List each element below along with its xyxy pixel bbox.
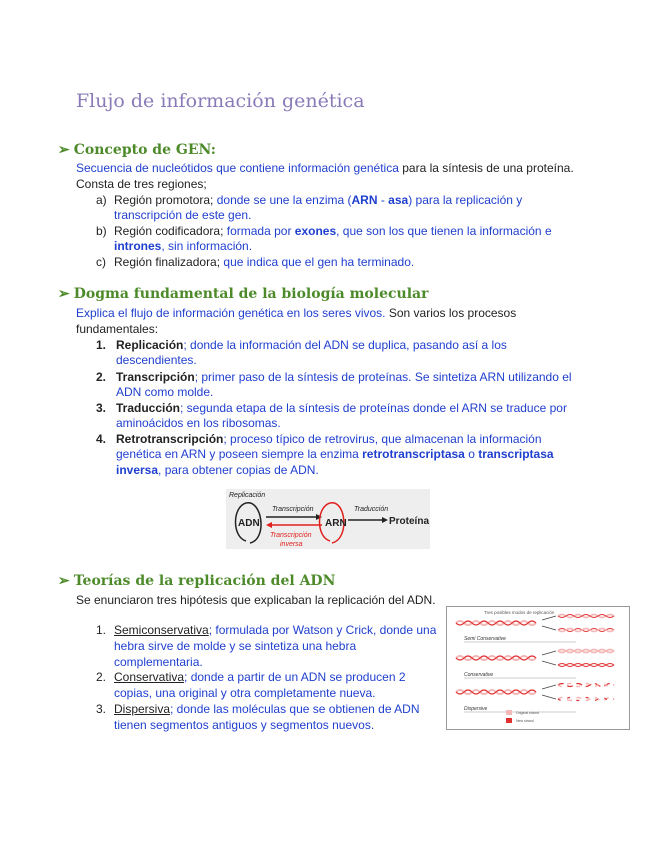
- legend-original-label: Original strand: [516, 711, 539, 715]
- gen-region-b: b) Región codificadora; formada por exones, que son los que tienen la información e: [96, 224, 552, 238]
- gen-intro-line: Secuencia de nucleótidos que contiene información genética para la síntesis de una proteína.: [76, 161, 574, 175]
- replication-item-3-cont: tienen segmentos antiguos y segmentos nuevos.: [114, 718, 375, 732]
- replication-item-1-cont2: complementaria.: [114, 655, 203, 669]
- gen-intro-line-2: Consta de tres regiones;: [76, 177, 207, 191]
- transcripcion-inversa-label: Transcripción: [270, 532, 312, 539]
- replication-models-figure: [446, 606, 630, 730]
- arrow-bullet-icon: ➢: [58, 573, 70, 589]
- replication-item-1-cont: hebra sirve de molde y se sintetiza una hebra: [114, 639, 357, 653]
- arn-label: ARN: [325, 518, 347, 529]
- central-dogma-diagram: [226, 489, 430, 549]
- dogma-item-4: 4. Retrotranscripción; proceso típico de retrovirus, que almacenan la información: [96, 432, 542, 446]
- dogma-item-1: 1. Replicación; donde la información del ADN se duplica, pasando así a los: [96, 338, 507, 352]
- heading-text: Concepto de GEN:: [73, 142, 216, 158]
- dogma-item-3-cont: aminoácidos en los ribosomas.: [116, 416, 281, 430]
- conservative-label: Conservative: [464, 672, 494, 678]
- dogma-intro-line-2: fundamentales:: [76, 322, 159, 336]
- gen-region-a-cont: transcripción de este gen.: [114, 208, 252, 222]
- replication-item-3: 3. Dispersiva; donde las moléculas que se obtienen de ADN: [96, 702, 420, 716]
- dogma-item-3: 3. Traducción; segunda etapa de la síntesis de proteínas donde el ARN se traduce por: [96, 401, 567, 415]
- dogma-item-4-cont2: inversa, para obtener copias de ADN.: [116, 463, 319, 477]
- semiconservative-label: Semi Conservative: [464, 636, 506, 642]
- traduccion-label: Traducción: [354, 506, 389, 513]
- legend-new-label: New strand: [516, 719, 534, 723]
- legend-new-swatch: [506, 718, 512, 723]
- dogma-item-2: 2. Transcripción; primer paso de la síntesis de proteínas. Se sintetiza ARN utilizando el: [96, 370, 572, 384]
- inversa-label: inversa: [280, 541, 303, 548]
- section-heading-replication: ➢ Teorías de la replicación del ADN: [58, 573, 336, 589]
- arrow-bullet-icon: ➢: [58, 142, 70, 158]
- figure-caption: Tres posibles modos de replicación: [484, 610, 555, 615]
- replicacion-label: Replicación: [229, 492, 266, 499]
- page-title: Flujo de información genética: [76, 90, 365, 112]
- gen-region-a: a) Región promotora; donde se une la enzima (ARN - asa) para la replicación y: [96, 193, 523, 207]
- transcripcion-label: Transcripción: [272, 506, 314, 513]
- replication-item-1: 1. Semiconservativa; formulada por Watson y Crick, donde una: [96, 623, 437, 637]
- proteina-label: Proteína: [389, 516, 430, 527]
- dogma-item-1-cont: descendientes.: [116, 353, 197, 367]
- arrow-bullet-icon: ➢: [58, 286, 70, 302]
- gen-region-b-cont: intrones, sin información.: [114, 239, 253, 253]
- dispersive-label: Dispersive: [464, 706, 488, 712]
- section-heading-gen: [58, 142, 216, 158]
- dogma-item-4-cont: genética en ARN y poseen siempre la enzima retrotranscriptasa o transcriptasa: [116, 447, 554, 461]
- replication-item-2: 2. Conservativa; donde a partir de un ADN se producen 2: [96, 670, 406, 684]
- dogma-intro-line: Explica el flujo de información genética en los seres vivos. Son varios los procesos: [76, 306, 517, 320]
- dogma-item-2-cont: ADN como molde.: [116, 385, 214, 399]
- gen-region-c: c) Región finalizadora; que indica que el gen ha terminado.: [96, 255, 415, 269]
- replication-item-2-cont: copias, una original y otra completamente nueva.: [114, 686, 376, 700]
- legend-original-swatch: [506, 710, 512, 715]
- section-heading-dogma: ➢ Dogma fundamental de la biología molecular: [58, 286, 429, 302]
- adn-label: ADN: [238, 518, 260, 529]
- replication-intro: Se enunciaron tres hipótesis que explicaban la replicación del ADN.: [76, 593, 436, 607]
